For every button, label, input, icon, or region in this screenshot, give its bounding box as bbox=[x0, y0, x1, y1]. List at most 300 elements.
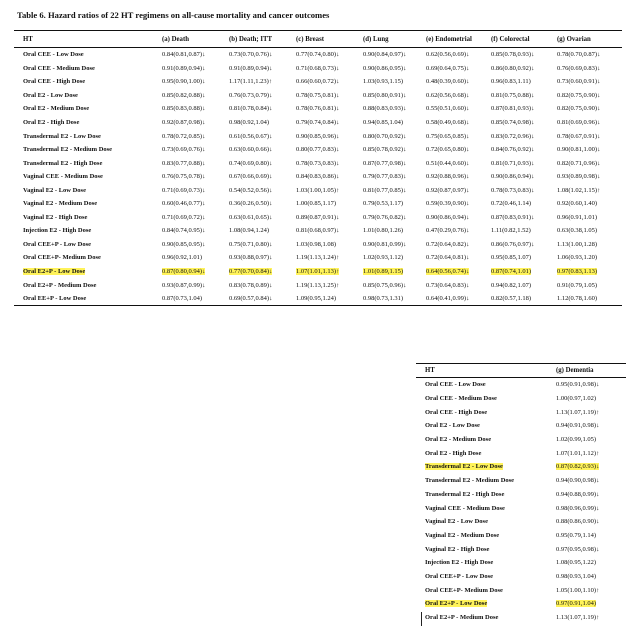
row-label-text: Oral CEE - Medium Dose bbox=[425, 395, 497, 403]
table-cell bbox=[296, 224, 363, 238]
table-cell bbox=[491, 48, 557, 62]
table-cell bbox=[296, 116, 363, 130]
table-cell bbox=[426, 170, 491, 184]
table-cell bbox=[556, 433, 626, 447]
cell-value: 0.85(0.74,0.98)↓ bbox=[491, 119, 535, 126]
row-label-text: Oral EE+P - Low Dose bbox=[23, 295, 87, 303]
table-cell bbox=[162, 224, 229, 238]
cell-value: 0.96(0.91,1.01) bbox=[557, 213, 598, 221]
cell-value: 0.80(0.77,0.83)↓ bbox=[296, 146, 340, 154]
row-label bbox=[14, 265, 162, 279]
table-cell bbox=[557, 238, 622, 252]
table-row bbox=[14, 238, 622, 252]
cell-value: 1.08(0.94,1.24) bbox=[229, 227, 270, 235]
row-label-text: Oral CEE - Low Dose bbox=[23, 51, 84, 59]
cell-value: 0.48(0.39,0.60)↓ bbox=[426, 78, 470, 86]
table-row bbox=[416, 378, 626, 392]
column-header: (c) Breast bbox=[296, 31, 363, 48]
cell-value: 0.85(0.78,0.93)↓ bbox=[491, 51, 535, 59]
row-label bbox=[14, 75, 162, 89]
table-cell bbox=[556, 392, 626, 406]
row-label-text: Oral CEE - High Dose bbox=[425, 408, 488, 416]
table-row bbox=[14, 183, 622, 197]
cell-value: 1.00(0.85,1.17) bbox=[296, 200, 337, 208]
table-cell bbox=[296, 265, 363, 279]
cell-value: 0.71(0.68,0.73)↓ bbox=[296, 64, 340, 72]
row-label bbox=[416, 446, 556, 460]
cell-value: 0.80(0.70,0.92)↓ bbox=[363, 132, 407, 140]
cell-value: 0.98(0.96,0.99)↓ bbox=[556, 504, 600, 512]
cell-value: 1.03(1.00,1.05)↑ bbox=[296, 186, 340, 194]
row-label-text: Transdermal E2 - High Dose bbox=[23, 159, 103, 167]
cell-value: 0.90(0.86,0.94)↓ bbox=[491, 173, 535, 181]
table-cell bbox=[296, 278, 363, 292]
row-label bbox=[14, 211, 162, 225]
cell-value: 0.83(0.72,0.96)↓ bbox=[491, 132, 535, 140]
cell-value: 1.13(1.07,1.19)↑ bbox=[556, 614, 600, 622]
table-cell bbox=[162, 156, 229, 170]
cell-value: 0.63(0.38,1.05) bbox=[557, 227, 598, 235]
table-cell bbox=[491, 156, 557, 170]
cell-value: 0.90(0.85,0.96)↓ bbox=[296, 132, 340, 140]
cell-value: 0.75(0.65,0.85)↓ bbox=[426, 132, 470, 140]
cell-value: 0.94(0.85,1.04) bbox=[363, 119, 404, 126]
cell-value: 1.13(1.07,1.19)↑ bbox=[556, 408, 600, 416]
cell-value: 0.79(0.74,0.84)↓ bbox=[296, 119, 340, 126]
row-label-text: Oral CEE+P - Low Dose bbox=[23, 240, 91, 248]
cell-value: 0.90(0.84,0.97)↓ bbox=[363, 51, 407, 59]
row-label-text: Oral E2+P - Medium Dose bbox=[425, 614, 499, 622]
cell-value: 0.79(0.76,0.82)↓ bbox=[363, 213, 407, 221]
table-cell bbox=[556, 378, 626, 392]
cell-value: 0.97(0.95,0.98)↓ bbox=[556, 545, 600, 553]
row-label bbox=[14, 129, 162, 143]
cell-value: 0.97(0.91,1.04) bbox=[556, 600, 597, 608]
cell-value: 0.94(0.90,0.98)↓ bbox=[556, 477, 600, 485]
table-row bbox=[416, 488, 626, 502]
table-cell bbox=[363, 278, 426, 292]
cell-value: 0.92(0.60,1.40) bbox=[557, 200, 598, 208]
cell-value: 0.78(0.67,0.91)↓ bbox=[557, 132, 601, 140]
table-row bbox=[416, 583, 626, 597]
column-header-ht: HT bbox=[416, 364, 556, 378]
cell-value: 1.01(0.80,1.26) bbox=[363, 227, 404, 235]
table-cell bbox=[229, 170, 296, 184]
table-cell bbox=[363, 143, 426, 157]
cell-value: 0.78(0.73,0.83)↓ bbox=[296, 159, 340, 167]
table-row bbox=[416, 460, 626, 474]
row-label bbox=[416, 378, 556, 392]
table-row bbox=[14, 62, 622, 76]
table-row bbox=[14, 278, 622, 292]
row-label bbox=[416, 583, 556, 597]
cell-value: 0.72(0.65,0.80)↓ bbox=[426, 146, 470, 154]
cell-value: 1.02(0.93,1.12) bbox=[363, 254, 404, 262]
cell-value: 0.76(0.69,0.83)↓ bbox=[557, 64, 601, 72]
table-cell bbox=[491, 62, 557, 76]
table-cell bbox=[363, 170, 426, 184]
table-cell bbox=[557, 129, 622, 143]
table-cell bbox=[426, 238, 491, 252]
table-cell bbox=[556, 460, 626, 474]
row-label-text: Oral E2 - High Dose bbox=[425, 449, 482, 457]
row-label-text: Oral E2+P - Low Dose bbox=[425, 600, 488, 608]
cell-value: 0.76(0.73,0.79)↓ bbox=[229, 91, 273, 99]
cell-value: 0.82(0.75,0.90)↓ bbox=[557, 91, 601, 99]
table-cell bbox=[426, 211, 491, 225]
cell-value: 0.75(0.71,0.80)↓ bbox=[229, 240, 273, 248]
cell-value: 1.19(1.13,1.25)↑ bbox=[296, 281, 340, 289]
cell-value: 0.78(0.76,0.81)↓ bbox=[296, 105, 340, 113]
table-row bbox=[416, 446, 626, 460]
table-cell bbox=[556, 446, 626, 460]
table-cell bbox=[363, 251, 426, 265]
row-label-text: Injection E2 - High Dose bbox=[23, 227, 92, 235]
cell-value: 0.83(0.78,0.89)↓ bbox=[229, 281, 273, 289]
row-label bbox=[14, 278, 162, 292]
table-cell bbox=[229, 292, 296, 306]
table-cell bbox=[229, 197, 296, 211]
table-row bbox=[416, 433, 626, 447]
table-row bbox=[14, 156, 622, 170]
dementia-header-row bbox=[416, 364, 626, 378]
table-cell bbox=[296, 143, 363, 157]
cell-value: 0.93(0.89,0.98)↓ bbox=[557, 173, 601, 181]
cell-value: 0.73(0.70,0.76)↓ bbox=[229, 51, 273, 59]
table-cell bbox=[426, 292, 491, 306]
table-cell bbox=[491, 102, 557, 116]
cell-value: 1.05(1.00,1.10)↑ bbox=[556, 586, 600, 594]
row-label-text: Oral CEE+P- Medium Dose bbox=[425, 586, 503, 594]
row-label-text: Oral E2 - High Dose bbox=[23, 119, 80, 126]
row-label bbox=[14, 48, 162, 62]
cell-value: 0.92(0.87,0.97)↓ bbox=[426, 186, 470, 194]
table-cell bbox=[296, 211, 363, 225]
cell-value: 1.13(1.00,1.28) bbox=[557, 240, 598, 248]
table-cell bbox=[426, 102, 491, 116]
table-cell bbox=[229, 156, 296, 170]
cell-value: 0.62(0.56,0.69)↓ bbox=[426, 51, 470, 59]
table-cell bbox=[556, 405, 626, 419]
cell-value: 0.87(0.81,0.93)↓ bbox=[491, 105, 535, 113]
cell-value: 0.95(0.90,1.00)↓ bbox=[162, 78, 206, 86]
table-cell bbox=[557, 62, 622, 76]
cell-value: 0.51(0.44,0.60)↓ bbox=[426, 159, 470, 167]
dementia-table bbox=[416, 363, 626, 624]
cell-value: 1.12(0.78,1.60) bbox=[557, 295, 598, 303]
table-cell bbox=[296, 89, 363, 103]
table-row bbox=[14, 143, 622, 157]
table-cell bbox=[162, 265, 229, 279]
row-label-text: Transdermal E2 - Low Dose bbox=[23, 132, 101, 140]
table-cell bbox=[296, 48, 363, 62]
cell-value: 0.85(0.83,0.88)↓ bbox=[162, 105, 206, 113]
row-label-text: Oral E2 - Low Dose bbox=[23, 91, 78, 99]
cell-value: 1.19(1.13,1.24)↑ bbox=[296, 254, 340, 262]
row-label bbox=[416, 570, 556, 584]
cell-value: 0.76(0.75,0.78)↓ bbox=[162, 173, 206, 181]
table-cell bbox=[491, 278, 557, 292]
table-cell bbox=[557, 251, 622, 265]
table-title: Table 6. Hazard ratios of 22 HT regimens on all-cause mortality and cancer outcomes bbox=[17, 10, 330, 20]
cell-value: 0.88(0.86,0.90)↓ bbox=[556, 518, 600, 526]
table-row bbox=[416, 529, 626, 543]
hazard-ratio-table bbox=[14, 30, 622, 306]
row-label bbox=[416, 488, 556, 502]
cell-value: 0.47(0.29,0.76)↓ bbox=[426, 227, 470, 235]
cell-value: 1.00(0.97,1.02) bbox=[556, 395, 597, 403]
table-cell bbox=[229, 211, 296, 225]
cell-value: 0.81(0.75,0.88)↓ bbox=[491, 91, 535, 99]
row-label bbox=[14, 170, 162, 184]
table-cell bbox=[557, 116, 622, 130]
table-cell bbox=[296, 251, 363, 265]
row-label bbox=[14, 238, 162, 252]
row-label-text: Oral CEE - Low Dose bbox=[425, 381, 486, 389]
cell-value: 0.81(0.71,0.93)↓ bbox=[491, 159, 535, 167]
table-cell bbox=[557, 48, 622, 62]
cell-value: 0.66(0.60,0.72)↓ bbox=[296, 78, 340, 86]
table-cell bbox=[296, 170, 363, 184]
cell-value: 0.69(0.64,0.75)↓ bbox=[426, 64, 470, 72]
table-cell bbox=[363, 292, 426, 306]
table-cell bbox=[162, 116, 229, 130]
table-cell bbox=[162, 278, 229, 292]
table-cell bbox=[229, 89, 296, 103]
cell-value: 0.94(0.91,0.98)↓ bbox=[556, 422, 600, 430]
table-cell bbox=[426, 265, 491, 279]
row-label-text: Vaginal E2 - High Dose bbox=[425, 545, 490, 553]
table-cell bbox=[557, 211, 622, 225]
table-cell bbox=[162, 197, 229, 211]
cell-value: 0.82(0.75,0.90)↓ bbox=[557, 105, 601, 113]
table-cell bbox=[557, 224, 622, 238]
cell-value: 0.91(0.89,0.94)↓ bbox=[229, 64, 273, 72]
cell-value: 0.93(0.88,0.97)↓ bbox=[229, 254, 273, 262]
table-cell bbox=[363, 75, 426, 89]
table-row bbox=[14, 129, 622, 143]
table-cell bbox=[229, 48, 296, 62]
cell-value: 0.93(0.87,0.99)↓ bbox=[162, 281, 206, 289]
table-cell bbox=[229, 183, 296, 197]
table-cell bbox=[491, 224, 557, 238]
table-row bbox=[14, 116, 622, 130]
table-cell bbox=[229, 116, 296, 130]
table-cell bbox=[556, 583, 626, 597]
table-row bbox=[416, 542, 626, 556]
table-cell bbox=[363, 102, 426, 116]
table-cell bbox=[162, 170, 229, 184]
row-label-text: Vaginal E2 - Medium Dose bbox=[23, 200, 98, 208]
cell-value: 1.09(0.95,1.24) bbox=[296, 295, 337, 303]
cell-value: 0.90(0.85,0.95)↓ bbox=[162, 240, 206, 248]
row-label-text: Transdermal E2 - Low Dose bbox=[425, 463, 503, 471]
table-cell bbox=[229, 143, 296, 157]
table-row bbox=[416, 501, 626, 515]
table-cell bbox=[363, 211, 426, 225]
cell-value: 0.64(0.56,0.74)↓ bbox=[426, 268, 470, 276]
cell-value: 0.95(0.85,1.07) bbox=[491, 254, 532, 262]
table-cell bbox=[296, 129, 363, 143]
row-label bbox=[416, 542, 556, 556]
table-cell bbox=[491, 265, 557, 279]
table-cell bbox=[162, 75, 229, 89]
table-row bbox=[14, 170, 622, 184]
cell-value: 0.84(0.81,0.87)↓ bbox=[162, 51, 206, 59]
table-cell bbox=[162, 143, 229, 157]
cell-value: 0.87(0.77,0.98)↓ bbox=[363, 159, 407, 167]
table-cell bbox=[296, 197, 363, 211]
cell-value: 0.84(0.76,0.92)↓ bbox=[491, 146, 535, 154]
table-row bbox=[14, 75, 622, 89]
table-cell bbox=[491, 197, 557, 211]
cell-value: 0.86(0.76,0.97)↓ bbox=[491, 240, 535, 248]
table-cell bbox=[162, 251, 229, 265]
table-cell bbox=[426, 251, 491, 265]
table-cell bbox=[426, 89, 491, 103]
row-label-text: Vaginal E2 - Low Dose bbox=[23, 186, 86, 194]
table-cell bbox=[491, 251, 557, 265]
table-cell bbox=[557, 75, 622, 89]
cell-value: 1.11(0.82,1.52) bbox=[491, 227, 531, 235]
cell-value: 0.55(0.51,0.60)↓ bbox=[426, 105, 470, 113]
column-header-ht: HT bbox=[14, 31, 162, 48]
cell-value: 0.95(0.79,1.14) bbox=[556, 531, 597, 539]
table-cell bbox=[557, 102, 622, 116]
table-cell bbox=[162, 238, 229, 252]
column-header: (a) Death bbox=[162, 31, 229, 48]
cell-value: 0.77(0.70,0.84)↓ bbox=[229, 268, 273, 276]
table-cell bbox=[556, 529, 626, 543]
cell-value: 0.63(0.60,0.66)↓ bbox=[229, 146, 273, 154]
cell-value: 0.89(0.87,0.91)↓ bbox=[296, 213, 340, 221]
cell-value: 0.72(0.64,0.82)↓ bbox=[426, 240, 470, 248]
table-cell bbox=[162, 48, 229, 62]
row-label bbox=[14, 224, 162, 238]
table-cell bbox=[162, 292, 229, 306]
row-label-text: Transdermal E2 - Medium Dose bbox=[23, 146, 113, 154]
row-label bbox=[416, 515, 556, 529]
table-row bbox=[416, 392, 626, 406]
cell-value: 0.84(0.83,0.86)↓ bbox=[296, 173, 340, 181]
cell-value: 1.08(1.02,1.15)↑ bbox=[557, 186, 601, 194]
table-cell bbox=[363, 224, 426, 238]
cell-value: 0.59(0.39,0.90)↓ bbox=[426, 200, 470, 208]
table-cell bbox=[229, 102, 296, 116]
table-cell bbox=[296, 75, 363, 89]
table-cell bbox=[556, 556, 626, 570]
row-label bbox=[14, 292, 162, 306]
table-cell bbox=[363, 89, 426, 103]
table-cell bbox=[426, 156, 491, 170]
table-cell bbox=[556, 515, 626, 529]
table-cell bbox=[229, 251, 296, 265]
cell-value: 0.92(0.87,0.98)↓ bbox=[162, 119, 206, 126]
table-cell bbox=[363, 238, 426, 252]
table-row bbox=[416, 515, 626, 529]
table-cell bbox=[557, 278, 622, 292]
table-row bbox=[14, 197, 622, 211]
cell-value: 0.83(0.77,0.88)↓ bbox=[162, 159, 206, 167]
cell-value: 1.03(0.93,1.15) bbox=[363, 78, 404, 86]
table-cell bbox=[162, 211, 229, 225]
cell-value: 0.69(0.57,0.84)↓ bbox=[229, 295, 273, 303]
table-cell bbox=[363, 183, 426, 197]
cell-value: 0.91(0.79,1.05) bbox=[557, 281, 598, 289]
row-label-text: Oral E2+P - Low Dose bbox=[23, 268, 86, 276]
table-cell bbox=[556, 419, 626, 433]
text-cursor bbox=[421, 612, 422, 626]
table-cell bbox=[426, 62, 491, 76]
cell-value: 0.85(0.78,0.92)↓ bbox=[363, 146, 407, 154]
column-header: (g) Ovarian bbox=[557, 31, 622, 48]
cell-value: 1.07(1.01,1.13)↑ bbox=[296, 268, 340, 276]
table-cell bbox=[426, 183, 491, 197]
column-header-dementia: (g) Dementia bbox=[556, 364, 626, 378]
table-cell bbox=[556, 597, 626, 611]
row-label-text: Oral CEE - High Dose bbox=[23, 78, 86, 86]
row-label bbox=[14, 102, 162, 116]
cell-value: 0.79(0.77,0.83)↓ bbox=[363, 173, 407, 181]
table-cell bbox=[363, 129, 426, 143]
cell-value: 0.95(0.91,0.98)↓ bbox=[556, 381, 600, 389]
table-cell bbox=[557, 143, 622, 157]
row-label-text: Transdermal E2 - Medium Dose bbox=[425, 477, 515, 485]
cell-value: 0.78(0.73,0.83)↓ bbox=[491, 186, 535, 194]
cell-value: 1.17(1.11,1.23)↑ bbox=[229, 78, 273, 86]
table-cell bbox=[296, 238, 363, 252]
cell-value: 0.78(0.75,0.81)↓ bbox=[296, 91, 340, 99]
cell-value: 0.78(0.72,0.85)↓ bbox=[162, 132, 206, 140]
cell-value: 0.87(0.74,1.01) bbox=[491, 268, 532, 276]
cell-value: 0.90(0.86,0.94)↓ bbox=[426, 213, 470, 221]
table-cell bbox=[363, 62, 426, 76]
cell-value: 0.63(0.61,0.65)↓ bbox=[229, 213, 273, 221]
cell-value: 0.96(0.83,1.11) bbox=[491, 78, 531, 86]
table-cell bbox=[296, 156, 363, 170]
table-cell bbox=[426, 197, 491, 211]
table-row bbox=[14, 292, 622, 306]
cell-value: 0.67(0.66,0.69)↓ bbox=[229, 173, 273, 181]
table-cell bbox=[491, 116, 557, 130]
cell-value: 1.07(1.01,1.12)↑ bbox=[556, 449, 600, 457]
table-cell bbox=[162, 129, 229, 143]
cell-value: 0.91(0.89,0.94)↓ bbox=[162, 64, 206, 72]
table-row bbox=[14, 211, 622, 225]
cell-value: 0.81(0.78,0.84)↓ bbox=[229, 105, 273, 113]
cell-value: 0.81(0.77,0.85)↓ bbox=[363, 186, 407, 194]
table-row bbox=[416, 474, 626, 488]
table-cell bbox=[426, 143, 491, 157]
table-cell bbox=[556, 570, 626, 584]
column-header: (e) Endometrial bbox=[426, 31, 491, 48]
cell-value: 0.60(0.46,0.77)↓ bbox=[162, 200, 206, 208]
cell-value: 1.02(0.99,1.05) bbox=[556, 436, 597, 444]
row-label-text: Oral E2 - Medium Dose bbox=[23, 105, 90, 113]
row-label-text: Oral E2 - Low Dose bbox=[425, 422, 480, 430]
row-label-text: Vaginal CEE - Medium Dose bbox=[425, 504, 505, 512]
cell-value: 0.87(0.80,0.94)↓ bbox=[162, 268, 206, 276]
row-label bbox=[416, 405, 556, 419]
cell-value: 0.90(0.81,1.00)↓ bbox=[557, 146, 601, 154]
table-cell bbox=[556, 474, 626, 488]
table-row bbox=[416, 556, 626, 570]
table-cell bbox=[491, 211, 557, 225]
table-cell bbox=[426, 75, 491, 89]
table-cell bbox=[491, 292, 557, 306]
row-label-text: Vaginal E2 - High Dose bbox=[23, 213, 88, 221]
table-cell bbox=[363, 48, 426, 62]
